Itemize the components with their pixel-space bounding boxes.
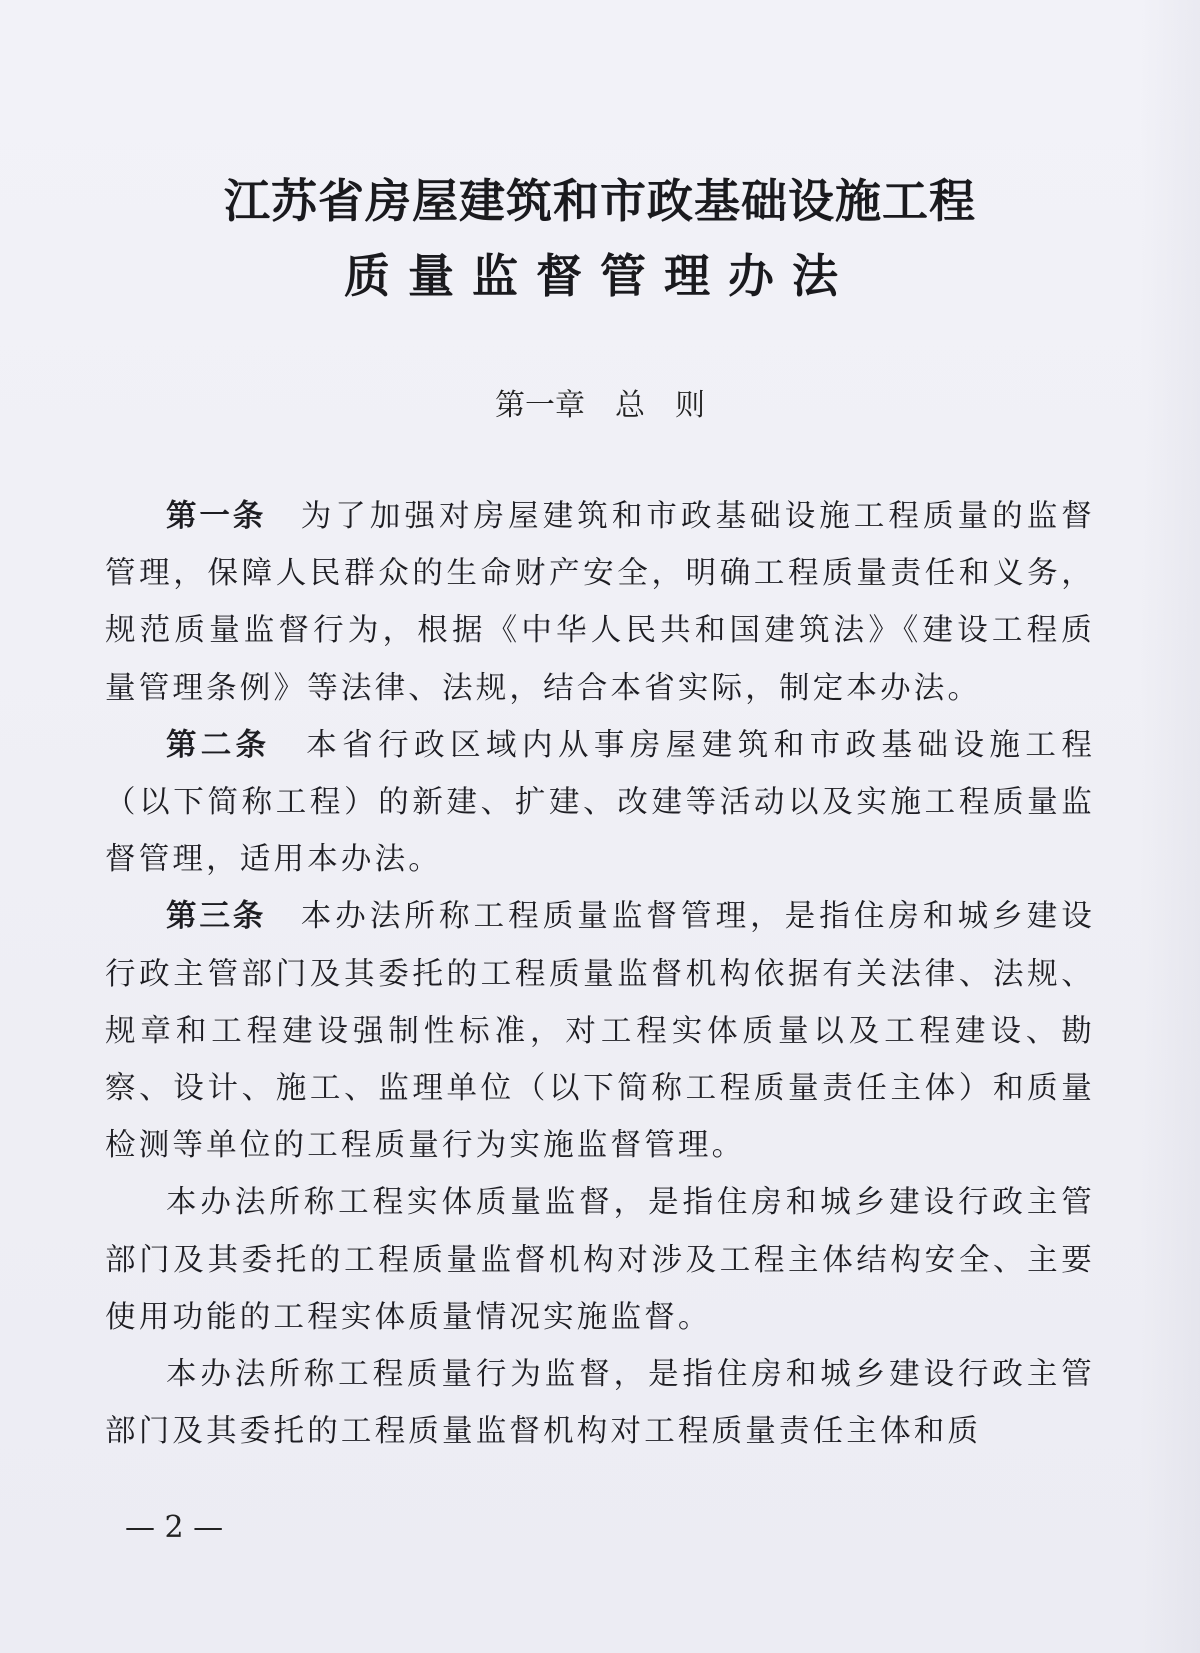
paragraph-entity-quality: 本办法所称工程实体质量监督，是指住房和城乡建设行政主管部门及其委托的工程质量监督机构对涉及工程主体结构安全、主要使用功能的工程实体质量情况实施监督。	[105, 1185, 1095, 1335]
article-3-label: 第三条	[166, 899, 267, 935]
chapter-heading: 第一章 总 则	[495, 388, 705, 423]
page-edge-shadow	[1140, 0, 1200, 1653]
document-title-line1: 江苏省房屋建筑和市政基础设施工程	[224, 174, 976, 228]
paragraph-behavior-quality: 本办法所称工程质量行为监督，是指住房和城乡建设行政主管部门及其委托的工程质量监督机构对工程质量责任主体和质	[105, 1357, 1095, 1450]
article-2	[105, 717, 1095, 889]
article-2-label: 第二条	[166, 727, 271, 763]
article-1-text: 为了加强对房屋建筑和市政基础设施工程质量的监督管理，保障人民群众的生命财产安全，明确工程质量责任和义务，规范质量监督行为，根据《中华人民共和国建筑法》《建设工程质量管理条例》等法律、法规，结合本省实际，制定本办法。	[105, 499, 1095, 706]
document-title-line2: 质量监督管理办法	[344, 249, 856, 303]
article-2-text: 本省行政区域内从事房屋建筑和市政基础设施工程（以下简称工程）的新建、扩建、改建等活动以及实施工程质量监督管理，适用本办法。	[105, 727, 1096, 878]
article-3	[105, 888, 1095, 1174]
article-1-label: 第一条	[166, 499, 267, 534]
page-number: — 2 —	[125, 1510, 224, 1545]
document-body	[105, 488, 1095, 1460]
article-1	[105, 488, 1095, 717]
article-3-text: 本办法所称工程质量监督管理，是指住房和城乡建设行政主管部门及其委托的工程质量监督机构依据有关法律、法规、规章和工程建设强制性标准，对工程实体质量以及工程建设、勘察、设计、施工、监理单位（以下简称工程质量责任主体）和质量检测等单位的工程质量行为实施监督管理。	[105, 899, 1095, 1164]
